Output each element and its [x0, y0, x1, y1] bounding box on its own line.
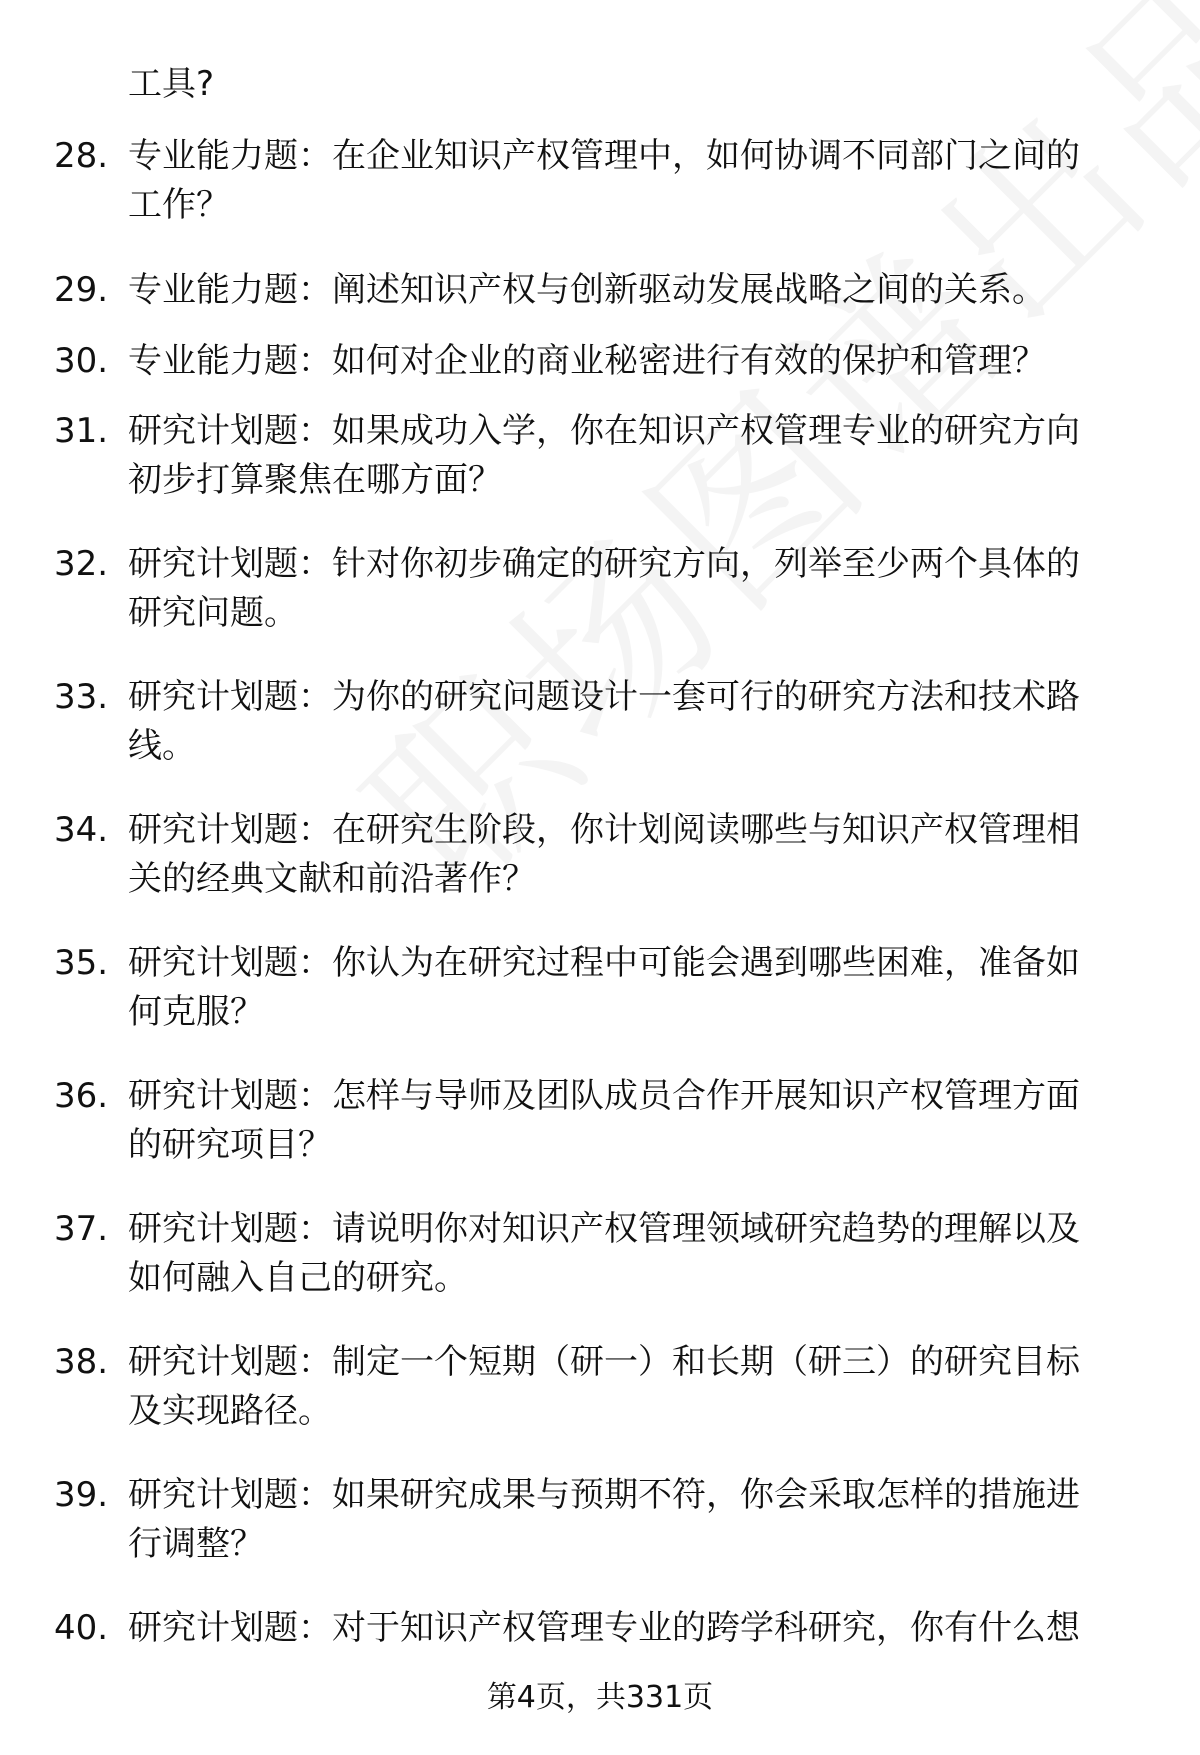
- item-line-1: 研究计划题：如果成功入学，你在知识产权管理专业的研究方向: [128, 411, 1080, 451]
- item-number: 40.: [54, 1608, 109, 1648]
- item-line-1: 专业能力题：阐述知识产权与创新驱动发展战略之间的关系。: [128, 270, 1046, 310]
- item-line-2: 的研究项目？: [128, 1125, 332, 1165]
- page-footer: 第4页，共331页: [486, 1680, 714, 1715]
- item-line-2: 及实现路径。: [128, 1391, 332, 1431]
- item-text: [128, 673, 1192, 771]
- item-line-1: 研究计划题：如果研究成果与预期不符，你会采取怎样的措施进: [128, 1475, 1080, 1515]
- item-number: 37.: [54, 1209, 109, 1249]
- item-text: [128, 132, 1192, 230]
- item-line-1: 研究计划题：在研究生阶段，你计划阅读哪些与知识产权管理相: [128, 810, 1080, 850]
- item-text: [128, 1205, 1192, 1303]
- item-text: [128, 540, 1192, 638]
- item-text: [128, 1072, 1192, 1170]
- item-line-2: 初步打算聚焦在哪方面？: [128, 460, 502, 500]
- item-number: 30.: [54, 341, 109, 381]
- item-number: 36.: [54, 1076, 109, 1116]
- item-line-1: 研究计划题：制定一个短期（研一）和长期（研三）的研究目标: [128, 1342, 1080, 1382]
- item-number: 31.: [54, 411, 109, 451]
- item-line-2: 关的经典文献和前沿著作？: [128, 859, 536, 899]
- item-text: [128, 337, 1192, 386]
- item-number: 28.: [54, 136, 109, 176]
- item-text: [128, 1338, 1192, 1436]
- item-line-1: 研究计划题：请说明你对知识产权管理领域研究趋势的理解以及: [128, 1209, 1080, 1249]
- item-line-2: 何克服？: [128, 992, 264, 1032]
- item-number: 34.: [54, 810, 109, 850]
- item-number: 35.: [54, 943, 109, 983]
- item-line-1: 专业能力题：如何对企业的商业秘密进行有效的保护和管理？: [128, 341, 1046, 381]
- item-line-1: 研究计划题：对于知识产权管理专业的跨学科研究，你有什么想: [128, 1608, 1080, 1648]
- item-number: 32.: [54, 544, 109, 584]
- item-text: [128, 939, 1192, 1037]
- item-line-1: 研究计划题：为你的研究问题设计一套可行的研究方法和技术路: [128, 677, 1080, 717]
- item-line-1: 研究计划题：针对你初步确定的研究方向，列举至少两个具体的: [128, 544, 1080, 584]
- item-line-2: 行调整？: [128, 1524, 264, 1564]
- item-number: 38.: [54, 1342, 109, 1382]
- item-text: [128, 266, 1192, 315]
- item-line-2: 如何融入自己的研究。: [128, 1258, 468, 1298]
- continued-text: 工具?: [128, 64, 215, 104]
- item-text: [128, 407, 1192, 505]
- item-text: [128, 1471, 1192, 1569]
- item-line-2: 工作？: [128, 185, 230, 225]
- item-line-1: 专业能力题：在企业知识产权管理中，如何协调不同部门之间的: [128, 136, 1080, 176]
- item-line-1: 研究计划题：怎样与导师及团队成员合作开展知识产权管理方面: [128, 1076, 1080, 1116]
- item-number: 29.: [54, 270, 109, 310]
- item-text: [128, 806, 1192, 904]
- item-number: 39.: [54, 1475, 109, 1515]
- item-line-2: 线。: [128, 726, 196, 766]
- item-number: 33.: [54, 677, 109, 717]
- item-line-1: 研究计划题：你认为在研究过程中可能会遇到哪些困难，准备如: [128, 943, 1080, 983]
- item-text: [128, 1604, 1192, 1653]
- item-line-2: 研究问题。: [128, 593, 298, 633]
